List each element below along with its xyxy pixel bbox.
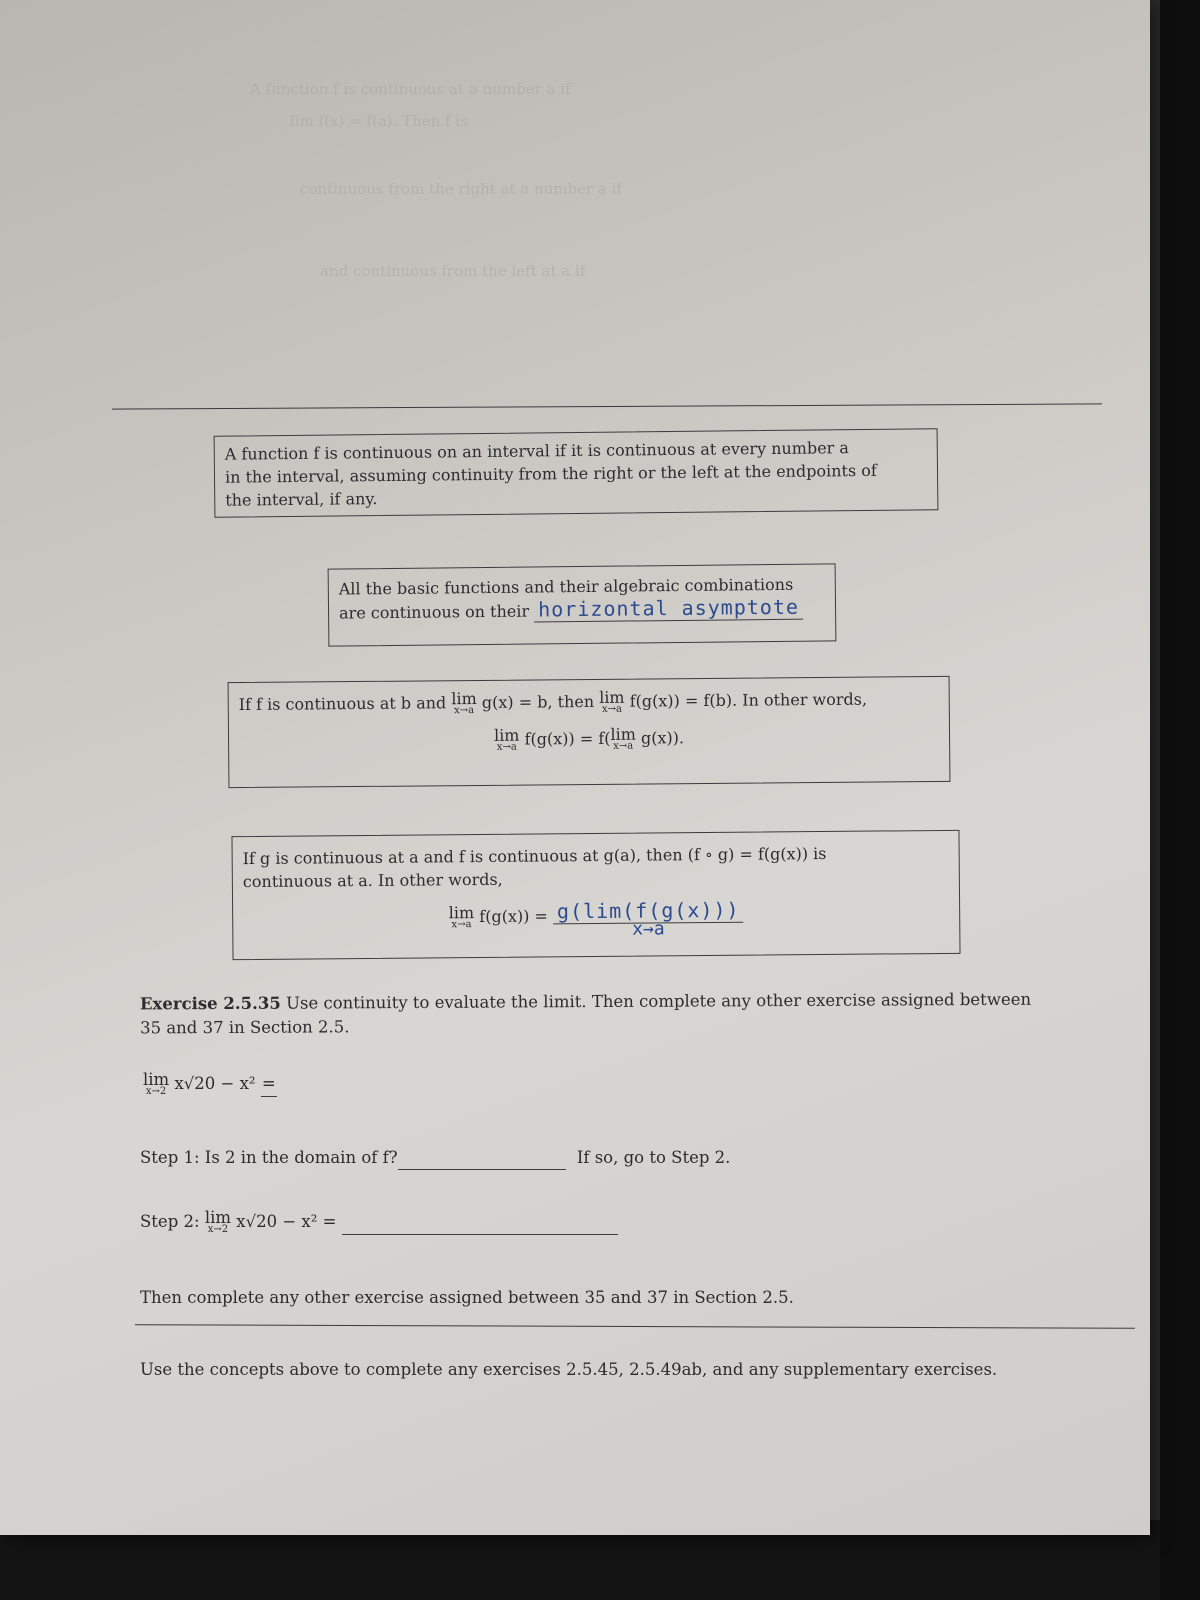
limit-notation: lim x→a xyxy=(493,725,520,753)
limit-notation: lim x→a xyxy=(599,687,625,715)
theorem-line: If g is continuous at a and f is continuous at g(a), then (f ∘ g) = f(g(x)) is xyxy=(242,843,827,869)
definition-line: A function f is continuous on an interval if it is continuous at every number a xyxy=(224,438,850,464)
bleedthrough-line: A function f is continuous at a number a if xyxy=(250,80,571,98)
follow-up-instruction: Then complete any other exercise assigned between 35 and 37 in Section 2.5. xyxy=(140,1288,794,1307)
exercise-text: 35 and 37 in Section 2.5. xyxy=(140,1017,350,1038)
exercise-limit xyxy=(143,1072,277,1097)
final-instruction: Use the concepts above to complete any exercises 2.5.45, 2.5.49ab, and any supplementary exercises. xyxy=(140,1360,998,1379)
definition-line: the interval, if any. xyxy=(225,489,378,510)
step-1 xyxy=(140,1146,730,1170)
handwritten-answer[interactable]: g(lim(f(g(x))) x→a xyxy=(553,903,744,941)
text-fragment: g(x)). xyxy=(640,728,685,748)
text-fragment: g(x) = b, then xyxy=(481,691,595,712)
step-2-label: Step 2: xyxy=(140,1212,200,1231)
theorem-line-prefix: are continuous on their xyxy=(338,601,530,623)
theorem-line: continuous at a. In other words, xyxy=(242,869,503,892)
bottom-divider xyxy=(135,1324,1135,1328)
step-1-followup: If so, go to Step 2. xyxy=(576,1148,731,1167)
step-2-answer-blank[interactable] xyxy=(342,1216,618,1235)
theorem-formula xyxy=(243,897,949,943)
bleedthrough-line: lim f(x) = f(a). Then f is xyxy=(290,112,468,130)
text-fragment: If f is continuous at b and xyxy=(238,693,447,715)
definition-box-interval xyxy=(214,428,939,518)
limit-notation: lim x→a xyxy=(610,724,636,752)
theorem-formula xyxy=(239,724,939,755)
text-fragment: f(g(x)) = xyxy=(479,906,548,927)
handwritten-answer[interactable]: horizontal asymptote xyxy=(534,595,803,623)
exercise-prompt xyxy=(140,988,1060,1041)
step-1-label: Step 1: Is 2 in the domain of f? xyxy=(140,1148,398,1167)
theorem-line xyxy=(339,595,825,624)
theorem-box-composite-continuity xyxy=(231,830,960,960)
exercise-title: Exercise 2.5.35 xyxy=(139,993,281,1014)
bleedthrough-line: and continuous from the left at a if xyxy=(320,262,586,280)
limit-expression: x√20 − x² = xyxy=(236,1212,337,1231)
text-fragment: f(g(x)) = f(b). In other words, xyxy=(629,689,868,711)
theorem-box-composite-limit xyxy=(228,676,951,788)
limit-notation: lim x→2 xyxy=(143,1070,170,1097)
limit-notation: lim x→2 xyxy=(204,1208,232,1235)
limit-notation: lim x→a xyxy=(448,903,475,931)
bleedthrough-line: continuous from the right at a number a if xyxy=(300,180,622,198)
step-2 xyxy=(140,1210,618,1235)
exercise-text: Use continuity to evaluate the limit. Then complete any other exercise assigned between xyxy=(286,989,1032,1013)
step-1-answer-blank[interactable] xyxy=(398,1151,566,1170)
theorem-line: All the basic functions and their algebraic combinations xyxy=(338,574,794,599)
answer-blank[interactable]: = xyxy=(261,1072,277,1097)
theorem-line xyxy=(239,687,939,718)
top-divider xyxy=(112,403,1102,409)
desk-edge xyxy=(1160,0,1200,1600)
limit-notation: lim x→a xyxy=(451,688,477,717)
definition-line: in the interval, assuming continuity from the right or the left at the endpoints of xyxy=(224,460,877,487)
theorem-box-basic-functions xyxy=(328,563,837,646)
text-fragment: f(g(x)) = f( xyxy=(524,728,611,749)
limit-expression: x√20 − x² xyxy=(174,1074,256,1093)
